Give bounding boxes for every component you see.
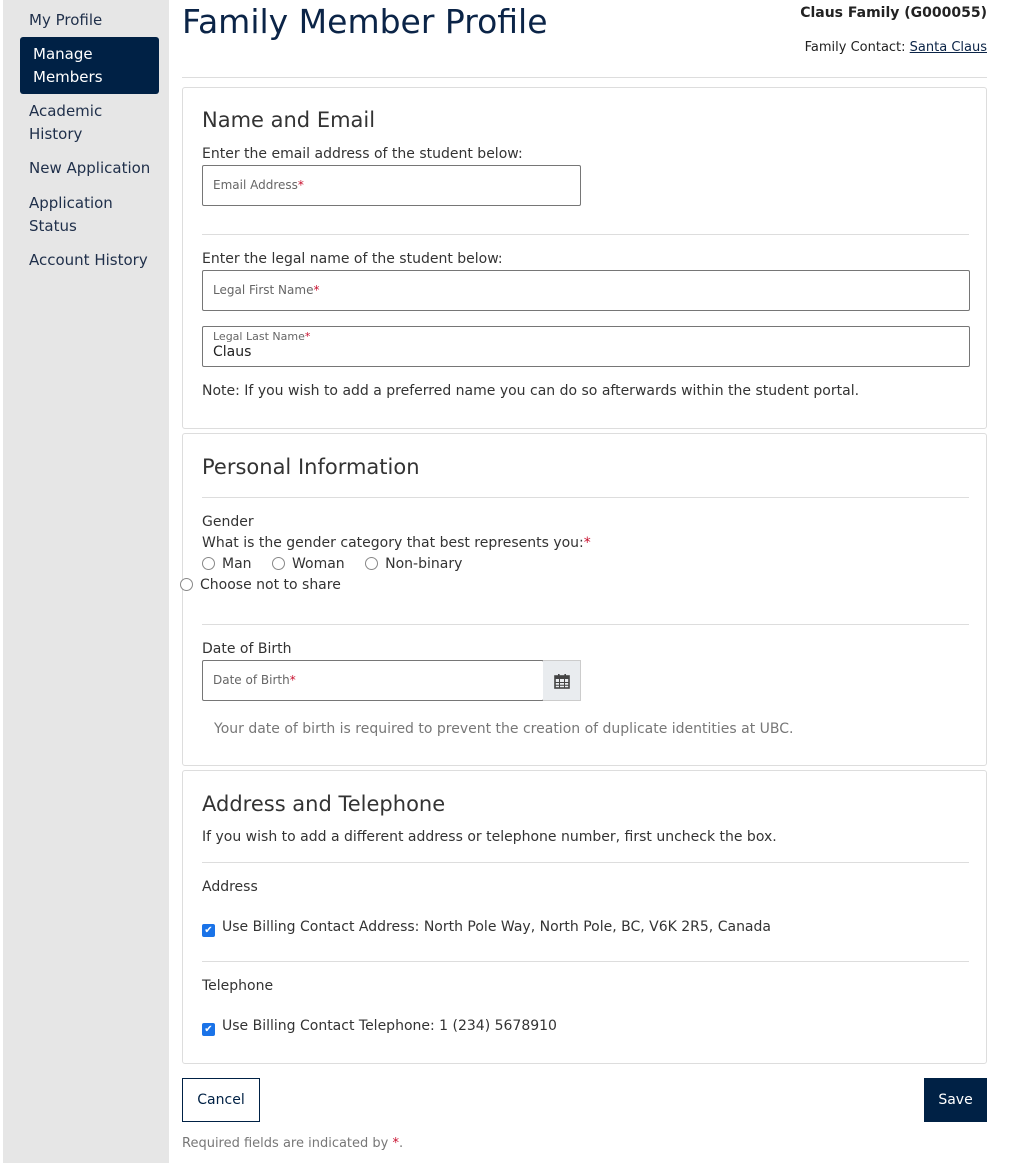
sidebar-item-manage-members[interactable]: Manage Members — [20, 37, 159, 94]
gender-options — [202, 556, 462, 572]
sidebar-item-academic-history[interactable]: Academic History — [29, 102, 103, 143]
address-label: Address — [202, 879, 258, 895]
gender-question-text: What is the gender category that best represents you: — [202, 535, 584, 551]
required-note-text: Required fields are indicated by — [182, 1136, 389, 1151]
name-prompt: Enter the legal name of the student below: — [202, 251, 503, 267]
divider — [202, 497, 969, 498]
gender-question — [202, 535, 591, 551]
billing-telephone-checkbox[interactable] — [202, 1018, 557, 1036]
email-placeholder: Email Address — [213, 178, 298, 192]
checkbox-label: Use Billing Contact Telephone: 1 (234) 5678910 — [222, 1018, 557, 1034]
divider — [202, 624, 969, 625]
radio-icon — [272, 557, 285, 570]
sidebar-item-new-application[interactable]: New Application — [29, 159, 151, 177]
last-name-value: Claus — [213, 344, 252, 360]
required-star: * — [297, 178, 304, 192]
email-input[interactable] — [202, 165, 581, 206]
radio-woman[interactable] — [272, 556, 345, 572]
section-title: Personal Information — [202, 455, 420, 479]
checkbox-label: Use Billing Contact Address: North Pole Way, North Pole, BC, V6K 2R5, Canada — [222, 919, 771, 935]
divider — [202, 862, 969, 863]
cancel-button[interactable]: Cancel — [182, 1078, 260, 1122]
first-name-placeholder: Legal First Name — [213, 283, 314, 297]
save-button[interactable]: Save — [924, 1078, 987, 1122]
contact-label: Family Contact: — [804, 40, 906, 55]
first-name-input[interactable] — [202, 270, 970, 311]
gender-label: Gender — [202, 514, 254, 530]
divider — [182, 77, 987, 78]
dob-placeholder: Date of Birth — [213, 673, 290, 687]
radio-icon — [202, 557, 215, 570]
telephone-label: Telephone — [202, 978, 274, 994]
name-email-card — [182, 87, 987, 429]
option-label: Choose not to share — [200, 577, 341, 593]
checkmark-icon: ✔ — [202, 924, 215, 937]
sidebar — [3, 0, 169, 1163]
option-label: Woman — [291, 556, 345, 572]
required-star: * — [392, 1136, 399, 1151]
contact-link[interactable]: Santa Claus — [909, 40, 987, 55]
option-label: Non-binary — [385, 556, 463, 572]
option-label: Man — [222, 556, 252, 572]
personal-info-card — [182, 433, 987, 766]
checkmark-icon: ✔ — [202, 1023, 215, 1036]
section-title: Name and Email — [202, 108, 376, 132]
calendar-icon — [554, 673, 570, 689]
calendar-button[interactable] — [543, 660, 581, 701]
family-name: Claus Family (G000055) — [800, 5, 987, 21]
radio-non-binary[interactable] — [365, 556, 462, 572]
last-name-label: Legal Last Name — [213, 330, 305, 343]
radio-choose-not-to-share[interactable] — [180, 577, 341, 593]
section-title: Address and Telephone — [202, 792, 446, 816]
address-telephone-card — [182, 770, 987, 1064]
sidebar-item-account-history[interactable]: Account History — [29, 251, 148, 269]
divider — [202, 234, 969, 235]
required-star: * — [583, 535, 591, 551]
dob-input[interactable] — [202, 660, 544, 701]
dob-label: Date of Birth — [202, 641, 292, 657]
billing-address-checkbox[interactable] — [202, 919, 771, 937]
address-intro: If you wish to add a different address or telephone number, first uncheck the box. — [202, 829, 777, 845]
required-star: * — [313, 283, 320, 297]
family-contact — [805, 40, 987, 55]
required-note: Required fields are indicated by *. — [182, 1136, 404, 1151]
required-star: * — [304, 330, 311, 343]
divider — [202, 961, 969, 962]
sidebar-item-application-status[interactable]: Application Status — [29, 194, 113, 235]
radio-man[interactable] — [202, 556, 252, 572]
radio-icon — [365, 557, 378, 570]
page-title: Family Member Profile — [182, 2, 548, 41]
last-name-input[interactable] — [202, 326, 970, 367]
sidebar-item-my-profile[interactable]: My Profile — [29, 11, 103, 29]
email-prompt: Enter the email address of the student below: — [202, 146, 523, 162]
required-star: * — [289, 673, 296, 687]
dob-help: Your date of birth is required to prevent the creation of duplicate identities at UBC. — [214, 721, 794, 737]
radio-icon — [180, 578, 193, 591]
preferred-name-note: Note: If you wish to add a preferred name you can do so afterwards within the student portal. — [202, 383, 860, 399]
